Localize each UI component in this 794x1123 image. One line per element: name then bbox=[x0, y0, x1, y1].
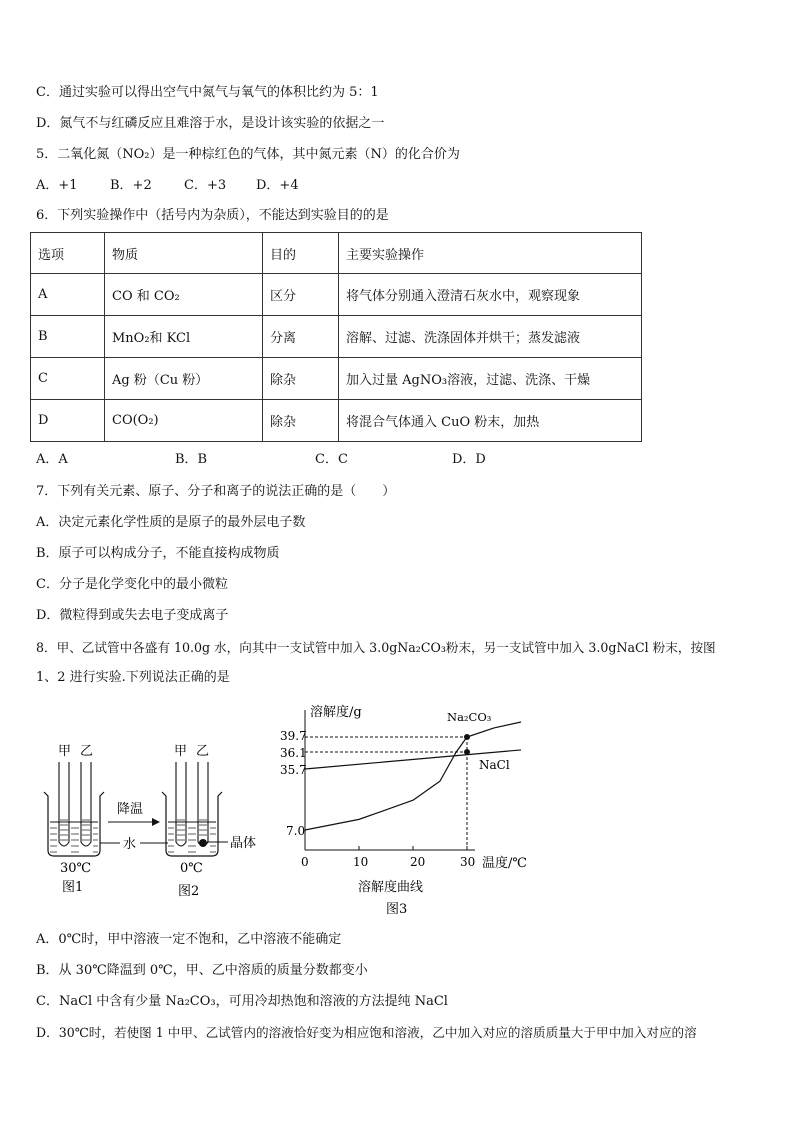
x-tick-label: 10 bbox=[353, 855, 369, 869]
q6-option-a: A．A bbox=[36, 452, 68, 467]
chart-xlabel: 温度/℃ bbox=[482, 856, 527, 871]
q8-stem-line2: 1、2 进行实验.下列说法正确的是 bbox=[36, 670, 230, 685]
q7-option-d: D．微粒得到或失去电子变成离子 bbox=[36, 608, 229, 623]
q4-option-c: C．通过实验可以得出空气中氮气与氧气的体积比约为 5：1 bbox=[36, 85, 379, 100]
q7-option-b: B．原子可以构成分子，不能直接构成物质 bbox=[36, 546, 280, 561]
table-cell: CO 和 CO₂ bbox=[105, 274, 263, 316]
fig1-tube-b-label: 乙 bbox=[80, 744, 94, 759]
x-tick-label: 30 bbox=[460, 855, 476, 869]
y-tick-label: 7.0 bbox=[286, 824, 306, 838]
water-label: 水 bbox=[123, 837, 137, 852]
q7-stem: 7．下列有关元素、原子、分子和离子的说法正确的是（ ） bbox=[36, 484, 396, 499]
table-cell: 将气体分别通入澄清石灰水中，观察现象 bbox=[339, 274, 642, 316]
fig1-tube-a-label: 甲 bbox=[58, 744, 72, 759]
table-cell: 区分 bbox=[263, 274, 339, 316]
q5-options bbox=[36, 177, 299, 195]
q7-option-c: C．分子是化学变化中的最小微粒 bbox=[36, 577, 228, 592]
y-tick-label: 39.7 bbox=[280, 729, 307, 743]
q8-stem-line1: 8．甲、乙试管中各盛有 10.0g 水，向其中一支试管中加入 3.0gNa₂CO₃粉末，另一支试管中加入 3.0gNaCl 粉末，按图 bbox=[36, 640, 716, 655]
chart-axes bbox=[305, 710, 475, 850]
table-row bbox=[31, 316, 642, 358]
q5-option-a: A．+1 bbox=[36, 178, 78, 193]
experiment-figure bbox=[0, 700, 280, 910]
data-point bbox=[464, 734, 470, 740]
tubes-1 bbox=[59, 762, 91, 846]
q5-option-b: B．+2 bbox=[110, 178, 152, 193]
table-cell: 加入过量 AgNO₃溶液，过滤、洗涤、干燥 bbox=[339, 358, 642, 400]
q4-option-d: D．氮气不与红磷反应且难溶于水，是设计该实验的依据之一 bbox=[36, 116, 385, 131]
table-header-cell: 物质 bbox=[105, 233, 263, 274]
table-cell: D bbox=[31, 400, 105, 442]
table-cell: C bbox=[31, 358, 105, 400]
q5-option-d: D．+4 bbox=[256, 178, 299, 193]
table-cell: CO(O₂) bbox=[105, 400, 263, 442]
table-cell: 除杂 bbox=[263, 400, 339, 442]
beaker-2 bbox=[162, 792, 222, 856]
x-tick-label: 0 bbox=[301, 855, 309, 869]
cooling-label: 降温 bbox=[117, 802, 144, 817]
q8-option-b: B．从 30℃降温到 0℃，甲、乙中溶质的质量分数都变小 bbox=[36, 963, 368, 978]
q6-option-b: B．B bbox=[175, 452, 208, 467]
y-tick-label: 36.1 bbox=[280, 746, 307, 760]
data-point bbox=[464, 749, 470, 755]
fig1-temp: 30℃ bbox=[60, 861, 92, 876]
table-cell: 溶解、过滤、洗涤固体并烘干；蒸发滤液 bbox=[339, 316, 642, 358]
q8-option-a: A．0℃时，甲中溶液一定不饱和，乙中溶液不能确定 bbox=[36, 932, 342, 947]
x-tick-label: 20 bbox=[410, 855, 426, 869]
series-line-na2co3 bbox=[305, 722, 521, 830]
chart-guides bbox=[305, 737, 467, 850]
q6-options bbox=[36, 451, 486, 469]
table-cell: B bbox=[31, 316, 105, 358]
table-row bbox=[31, 274, 642, 316]
chart-title: 溶解度曲线 bbox=[358, 880, 424, 895]
table-row bbox=[31, 400, 642, 442]
series-label-nacl: NaCl bbox=[479, 758, 510, 772]
chart-series bbox=[305, 722, 521, 830]
table-cell: 除杂 bbox=[263, 358, 339, 400]
q6-option-c: C．C bbox=[315, 452, 348, 467]
fig2-tube-b-label: 乙 bbox=[196, 744, 210, 759]
series-label-na2co3: Na₂CO₃ bbox=[447, 710, 492, 724]
q7-option-a: A．决定元素化学性质的是原子的最外层电子数 bbox=[36, 515, 306, 530]
beaker-1 bbox=[44, 792, 104, 856]
table-header-cell: 选项 bbox=[31, 233, 105, 274]
q6-option-d: D．D bbox=[452, 452, 486, 467]
solubility-chart bbox=[270, 700, 540, 922]
tubes-2 bbox=[176, 762, 208, 846]
table-header-row bbox=[31, 233, 642, 274]
table-cell: Ag 粉（Cu 粉） bbox=[105, 358, 263, 400]
solution-hatch-2 bbox=[168, 820, 216, 852]
chart-ylabel: 溶解度/g bbox=[310, 705, 362, 720]
crystal-label: 晶体 bbox=[230, 836, 257, 851]
table-header-cell: 主要实验操作 bbox=[339, 233, 642, 274]
table-cell: 将混合气体通入 CuO 粉末，加热 bbox=[339, 400, 642, 442]
q8-option-d: D．30℃时，若使图 1 中甲、乙试管内的溶液恰好变为相应饱和溶液，乙中加入对应的溶质质量大于甲中加入对应的溶 bbox=[36, 1025, 697, 1040]
fig2-temp: 0℃ bbox=[180, 861, 203, 876]
crystal-icon bbox=[199, 839, 207, 847]
chart-caption: 图3 bbox=[386, 902, 408, 917]
q6-table bbox=[30, 232, 642, 442]
fig1-caption: 图1 bbox=[62, 880, 84, 895]
table-cell: A bbox=[31, 274, 105, 316]
y-tick-label: 35.7 bbox=[280, 763, 307, 777]
fig2-caption: 图2 bbox=[178, 884, 200, 899]
table-header-cell: 目的 bbox=[263, 233, 339, 274]
table-cell: MnO₂和 KCl bbox=[105, 316, 263, 358]
q8-option-c: C．NaCl 中含有少量 Na₂CO₃，可用冷却热饱和溶液的方法提纯 NaCl bbox=[36, 994, 448, 1009]
arrow-head-icon bbox=[152, 818, 160, 826]
q5-stem: 5．二氧化氮（NO₂）是一种棕红色的气体，其中氮元素（N）的化合价为 bbox=[36, 147, 460, 162]
q5-option-c: C．+3 bbox=[184, 178, 227, 193]
fig2-tube-a-label: 甲 bbox=[174, 744, 188, 759]
q6-stem: 6．下列实验操作中（括号内为杂质），不能达到实验目的的是 bbox=[36, 208, 389, 223]
table-cell: 分离 bbox=[263, 316, 339, 358]
table-row bbox=[31, 358, 642, 400]
